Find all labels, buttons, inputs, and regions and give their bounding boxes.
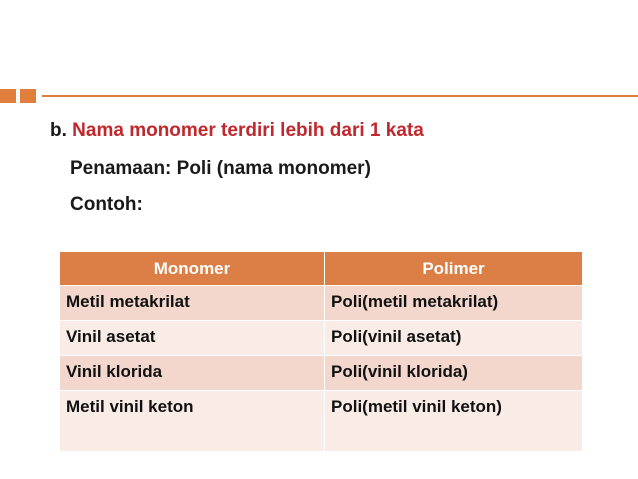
naming-rule: Penamaan: Poli (nama monomer)	[70, 158, 371, 179]
decor-square-2	[20, 89, 36, 103]
cell-monomer: Metil vinil keton	[60, 391, 325, 452]
heading-title: Nama monomer terdiri lebih dari 1 kata	[72, 120, 424, 141]
section-heading	[50, 120, 424, 142]
cell-polimer: Poli(metil metakrilat)	[325, 286, 583, 321]
cell-polimer: Poli(vinil klorida)	[325, 356, 583, 391]
monomer-polymer-table	[60, 252, 582, 451]
cell-polimer: Poli(metil vinil keton)	[325, 391, 583, 452]
table-row	[60, 356, 582, 391]
decor-square-1	[0, 89, 16, 103]
heading-prefix: b.	[50, 120, 73, 141]
table-row	[60, 321, 582, 356]
cell-monomer: Vinil klorida	[60, 356, 325, 391]
cell-polimer: Poli(vinil asetat)	[325, 321, 583, 356]
header-polimer: Polimer	[325, 252, 583, 286]
cell-monomer: Metil metakrilat	[60, 286, 325, 321]
cell-monomer: Vinil asetat	[60, 321, 325, 356]
decor-line	[42, 95, 638, 97]
header-monomer: Monomer	[60, 252, 325, 286]
table-row	[60, 391, 582, 452]
example-label: Contoh:	[70, 194, 143, 215]
table-header-row	[60, 252, 582, 286]
table-row	[60, 286, 582, 321]
